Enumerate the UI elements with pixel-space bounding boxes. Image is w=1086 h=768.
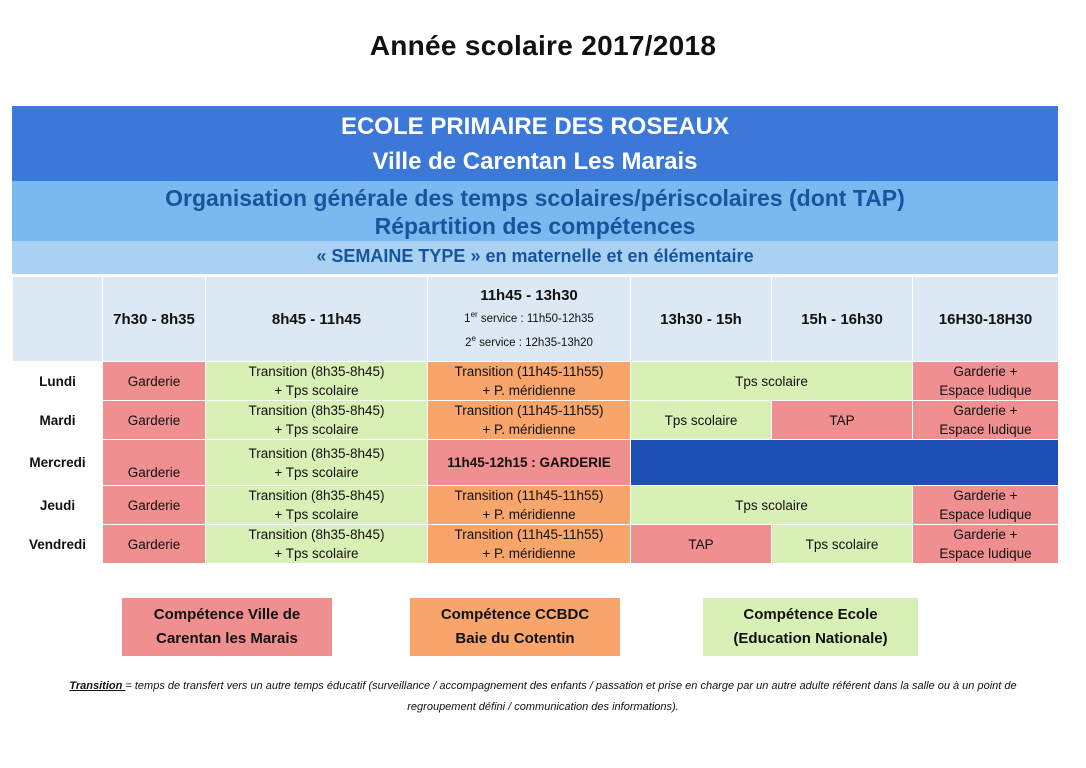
second-service: 2e service : 12h35-13h20 [465, 333, 593, 349]
tps-scolaire-cell: Tps scolaire [631, 362, 913, 401]
garderie-cell: Garderie [103, 362, 206, 401]
tps-scolaire-cell: Tps scolaire [631, 486, 913, 525]
schedule-table [12, 276, 1059, 564]
day-label: Jeudi [13, 486, 103, 525]
column-header-15h: 15h - 16h30 [772, 277, 913, 362]
tap-cell: TAP [631, 525, 772, 564]
table-row [13, 525, 1059, 564]
column-header-13h30: 13h30 - 15h [631, 277, 772, 362]
mercredi-afternoon-cell [631, 440, 1059, 486]
footnote-term: Transition [69, 680, 126, 692]
column-header-8h45: 8h45 - 11h45 [206, 277, 428, 362]
transition-midday-cell: Transition (11h45-11h55) + P. méridienne [428, 401, 631, 440]
organisation-title: Organisation générale des temps scolaires/périscolaires (dont TAP) [165, 185, 905, 211]
mercredi-garderie-cell: 11h45-12h15 : GARDERIE [428, 440, 631, 486]
transition-morning-cell: Transition (8h35-8h45) + Tps scolaire [206, 401, 428, 440]
day-label: Mardi [13, 401, 103, 440]
legend-competence-ccbdc: Compétence CCBDC Baie du Cotentin [410, 598, 620, 656]
table-row [13, 440, 1059, 486]
tap-cell: TAP [772, 401, 913, 440]
table-row [13, 486, 1059, 525]
legend-competence-ville: Compétence Ville de Carentan les Marais [122, 598, 332, 656]
transition-midday-cell: Transition (11h45-11h55) + P. méridienne [428, 486, 631, 525]
organisation-header [12, 181, 1058, 241]
first-service: 1er service : 11h50-12h35 [464, 309, 594, 325]
city-name: Ville de Carentan Les Marais [372, 148, 698, 175]
day-label: Lundi [13, 362, 103, 401]
garderie-cell: Garderie [103, 401, 206, 440]
column-header-11h45 [428, 277, 631, 362]
week-type-header: « SEMAINE TYPE » en maternelle et en élémentaire [12, 241, 1058, 274]
garderie-cell: Garderie [103, 525, 206, 564]
transition-morning-cell: Transition (8h35-8h45) + Tps scolaire [206, 486, 428, 525]
tps-scolaire-cell: Tps scolaire [631, 401, 772, 440]
column-header-7h30: 7h30 - 8h35 [103, 277, 206, 362]
footnote-text: = temps de transfert vers un autre temps éducatif (surveillance / accompagnement des enfants / passation et prise en charge par un autre adulte référent dans la salle ou à un point de regroupement défini / communication des informations). [125, 680, 1017, 713]
garderie-espace-ludique-cell: Garderie + Espace ludique [913, 525, 1059, 564]
garderie-espace-ludique-cell: Garderie + Espace ludique [913, 486, 1059, 525]
table-row [13, 362, 1059, 401]
legend-competence-ecole: Compétence Ecole (Education Nationale) [703, 598, 918, 656]
day-label: Vendredi [13, 525, 103, 564]
day-label: Mercredi [13, 440, 103, 486]
school-header [12, 106, 1058, 181]
transition-morning-cell: Transition (8h35-8h45) + Tps scolaire [206, 525, 428, 564]
transition-footnote [40, 676, 1046, 718]
garderie-espace-ludique-cell: Garderie + Espace ludique [913, 401, 1059, 440]
transition-midday-cell: Transition (11h45-11h55) + P. méridienne [428, 525, 631, 564]
school-name: ECOLE PRIMAIRE DES ROSEAUX [340, 113, 730, 140]
transition-morning-cell: Transition (8h35-8h45) + Tps scolaire [206, 362, 428, 401]
column-header-16h30: 16H30-18H30 [913, 277, 1059, 362]
tps-scolaire-cell: Tps scolaire [772, 525, 913, 564]
transition-morning-cell: Transition (8h35-8h45) + Tps scolaire [206, 440, 428, 486]
header-row [13, 277, 1059, 362]
column-header-11h45-label: 11h45 - 13h30 [480, 286, 578, 304]
garderie-cell: Garderie [103, 486, 206, 525]
transition-midday-cell: Transition (11h45-11h55) + P. méridienne [428, 362, 631, 401]
garderie-cell: Garderie [103, 440, 206, 486]
page-title: Année scolaire 2017/2018 [369, 30, 717, 61]
corner-cell [13, 277, 103, 362]
table-row [13, 401, 1059, 440]
garderie-espace-ludique-cell: Garderie + Espace ludique [913, 362, 1059, 401]
competences-title: Répartition des compétences [374, 213, 696, 239]
